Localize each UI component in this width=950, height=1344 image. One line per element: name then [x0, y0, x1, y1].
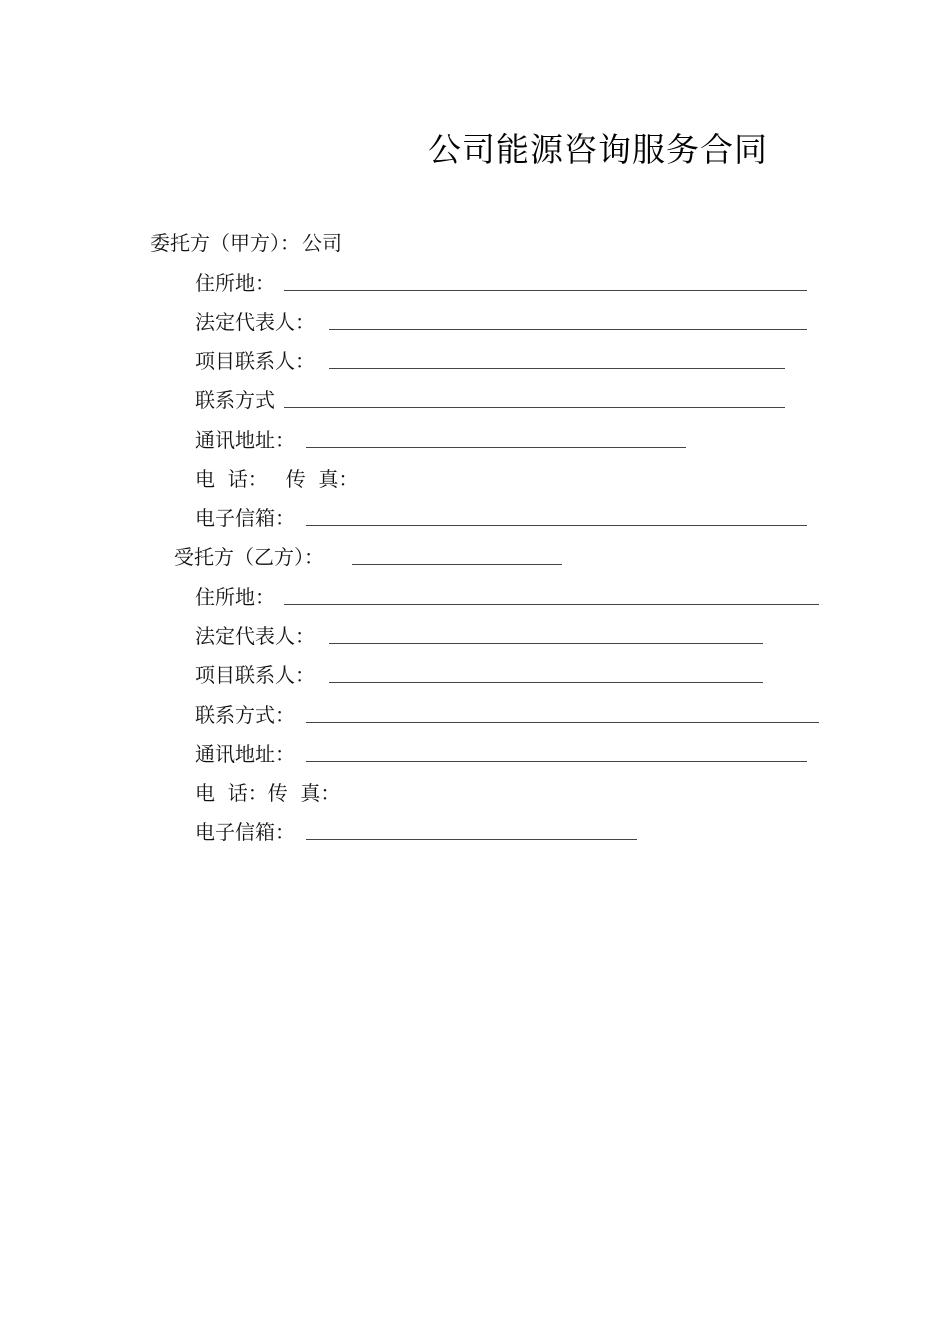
party-b-heading-row — [174, 542, 574, 572]
party-a-mail-address-label: 通讯地址： — [195, 428, 295, 452]
party-a-contact-method-field[interactable] — [284, 407, 785, 408]
party-a-contact-method-row — [195, 385, 815, 415]
party-b-address-label: 住所地： — [195, 585, 275, 609]
party-b-email-row — [195, 817, 815, 847]
party-a-phone-fax-row — [195, 464, 358, 494]
party-b-legal-rep-label: 法定代表人： — [195, 624, 315, 648]
party-a-address-row — [195, 268, 815, 298]
party-a-name: 公司 — [302, 231, 342, 255]
party-b-mail-address-row — [195, 739, 815, 769]
party-a-phone-label: 电 话： — [195, 467, 268, 491]
party-b-phone-label: 电 话： — [195, 781, 268, 805]
party-b-contact-method-field[interactable] — [306, 722, 819, 723]
party-b-email-label: 电子信箱： — [195, 820, 295, 844]
party-b-contact-person-row — [195, 660, 815, 690]
party-a-contact-method-label: 联系方式 — [195, 388, 275, 412]
party-b-address-field[interactable] — [284, 604, 819, 605]
party-a-address-label: 住所地： — [195, 271, 275, 295]
party-b-name-field[interactable] — [352, 564, 562, 565]
party-b-email-field[interactable] — [306, 839, 637, 840]
party-b-contact-method-row — [195, 700, 825, 730]
document-title: 公司能源咨询服务合同 — [428, 130, 768, 169]
party-b-phone-fax-row — [195, 778, 340, 808]
party-a-heading: 委托方（甲方）： — [150, 231, 300, 255]
party-a-contact-person-label: 项目联系人： — [195, 349, 315, 373]
party-a-email-field[interactable] — [306, 525, 807, 526]
party-a-legal-rep-field[interactable] — [329, 329, 807, 330]
party-b-contact-person-label: 项目联系人： — [195, 663, 315, 687]
party-b-legal-rep-row — [195, 621, 815, 651]
party-a-heading-row — [150, 228, 342, 258]
party-a-email-label: 电子信箱： — [195, 506, 295, 530]
party-b-address-row — [195, 582, 825, 612]
party-b-contact-person-field[interactable] — [329, 682, 763, 683]
party-b-heading: 受托方（乙方）： — [174, 545, 324, 569]
party-a-email-row — [195, 503, 815, 533]
party-a-legal-rep-label: 法定代表人： — [195, 310, 315, 334]
party-a-contact-person-row — [195, 346, 815, 376]
party-a-address-field[interactable] — [284, 290, 807, 291]
party-b-contact-method-label: 联系方式： — [195, 703, 295, 727]
party-a-fax-label: 传 真： — [285, 467, 359, 491]
party-b-mail-address-field[interactable] — [306, 761, 807, 762]
party-a-legal-rep-row — [195, 307, 815, 337]
party-b-fax-label: 传 真： — [267, 781, 341, 805]
party-a-mail-address-field[interactable] — [306, 447, 686, 448]
party-b-legal-rep-field[interactable] — [329, 643, 763, 644]
party-b-mail-address-label: 通讯地址： — [195, 742, 295, 766]
party-a-contact-person-field[interactable] — [329, 368, 785, 369]
party-a-mail-address-row — [195, 425, 815, 455]
